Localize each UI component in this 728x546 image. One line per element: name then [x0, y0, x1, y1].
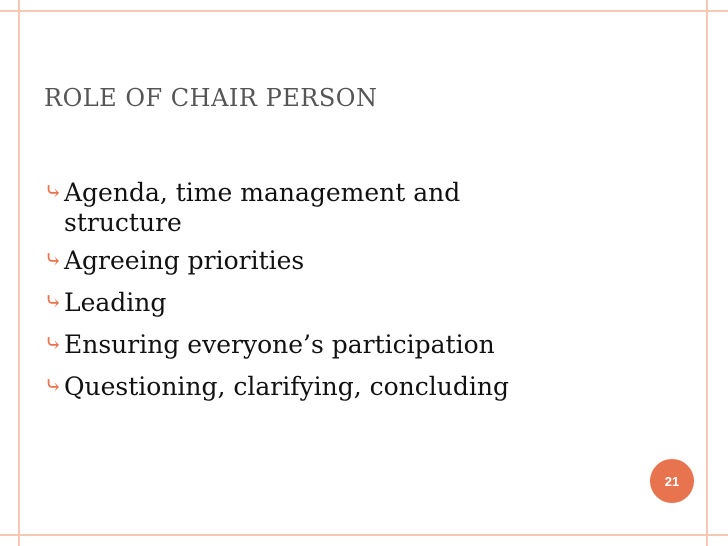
- hook-arrow-bullet-icon: ⤷: [44, 374, 63, 399]
- bullet-item: [44, 172, 644, 240]
- bullet-item: [44, 324, 644, 366]
- bullet-list: [44, 172, 644, 408]
- bullet-text: Leading: [64, 288, 167, 317]
- bullet-item: [44, 282, 644, 324]
- bullet-text: Ensuring everyone’s participation: [64, 330, 495, 359]
- slide-frame-left: [18, 0, 20, 546]
- slide-frame-right: [706, 0, 708, 546]
- hook-arrow-bullet-icon: ⤷: [44, 180, 63, 205]
- bullet-item: [44, 240, 644, 282]
- hook-arrow-bullet-icon: ⤷: [44, 248, 63, 273]
- bullet-text: Agenda, time management and: [64, 178, 461, 207]
- hook-arrow-bullet-icon: ⤷: [44, 332, 63, 357]
- slide-frame-top: [0, 10, 728, 12]
- slide-title: ROLE OF CHAIR PERSON: [44, 84, 378, 112]
- bullet-text-continuation: structure: [64, 208, 182, 237]
- bullet-text: Agreeing priorities: [64, 246, 305, 275]
- hook-arrow-bullet-icon: ⤷: [44, 290, 63, 315]
- bullet-item: [44, 366, 644, 408]
- page-number-badge: 21: [650, 459, 694, 503]
- slide-frame-bottom: [0, 534, 728, 536]
- bullet-text: Questioning, clarifying, concluding: [64, 372, 509, 401]
